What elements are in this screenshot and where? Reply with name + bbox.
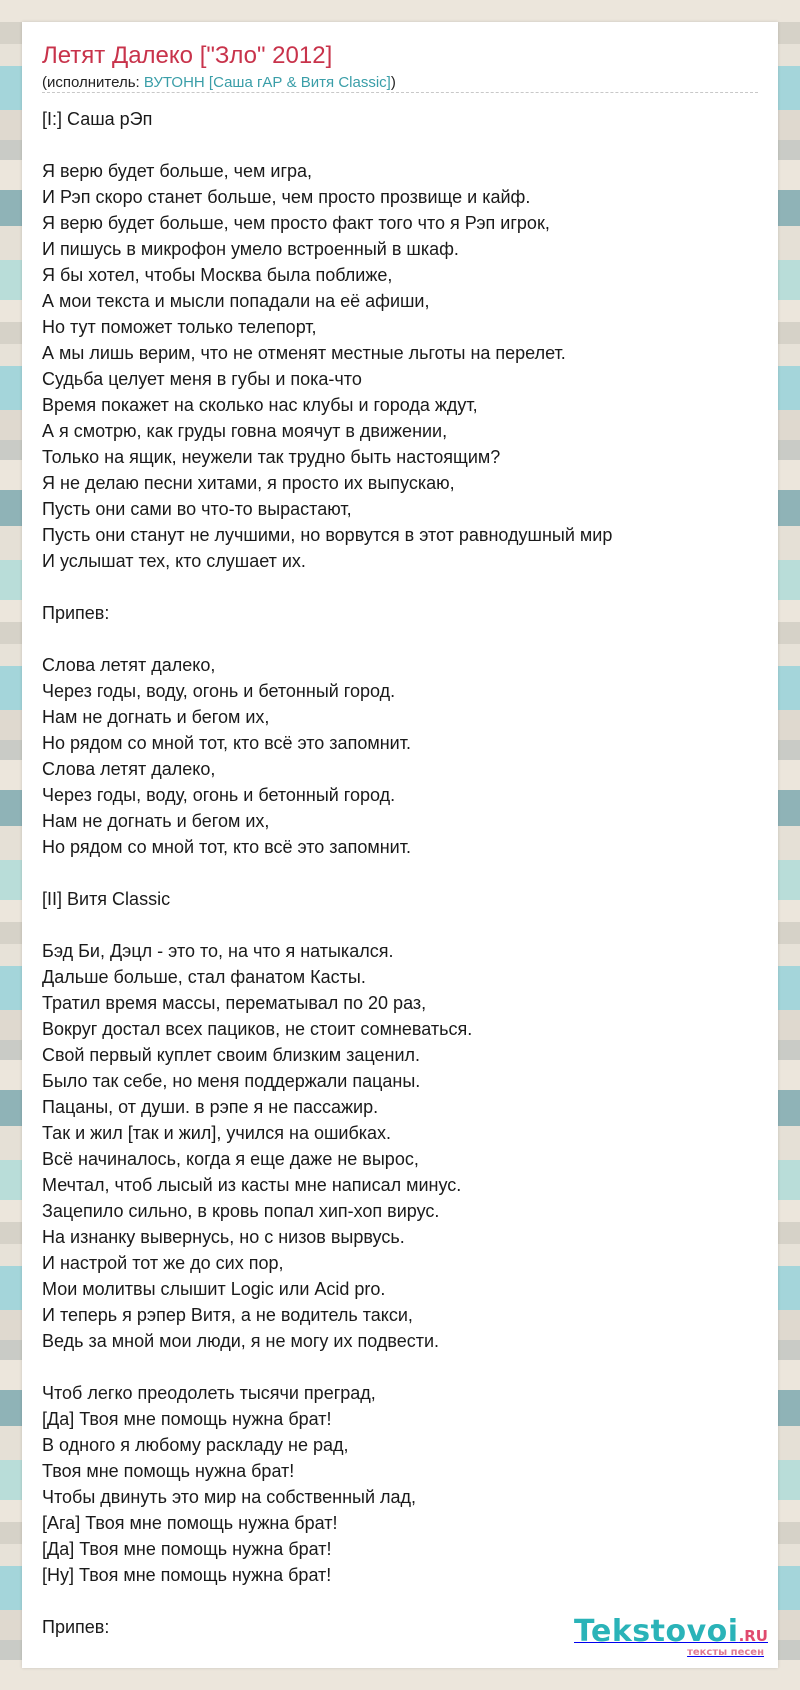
lyric-line: Вокруг достал всех пациков, не стоит сомневаться. xyxy=(42,1019,473,1039)
lyric-line: А мы лишь верим, что не отменят местные льготы на перелет. xyxy=(42,343,566,363)
lyric-line xyxy=(42,1588,758,1614)
lyric-line: Время покажет на сколько нас клубы и города ждут, xyxy=(42,395,478,415)
site-logo[interactable] xyxy=(574,1614,768,1658)
lyric-line: Я верю будет больше, чем просто факт того что я Рэп игрок, xyxy=(42,213,550,233)
lyric-line: Но рядом со мной тот, кто всё это запомнит. xyxy=(42,837,411,857)
lyric-line: [Ну] Твоя мне помощь нужна брат! xyxy=(42,1565,332,1585)
lyric-line: Тратил время массы, перематывал по 20 раз, xyxy=(42,993,427,1013)
lyric-line: [Да] Твоя мне помощь нужна брат! xyxy=(42,1409,332,1429)
lyric-line xyxy=(42,132,758,158)
lyric-line: Я верю будет больше, чем игра, xyxy=(42,161,313,181)
lyric-line: Свой первый куплет своим близким заценил. xyxy=(42,1045,421,1065)
lyric-line: Нам не догнать и бегом их, xyxy=(42,707,270,727)
lyric-line: [Ага] Твоя мне помощь нужна брат! xyxy=(42,1513,338,1533)
lyric-line: Всё начиналось, когда я еще даже не вырос, xyxy=(42,1149,419,1169)
lyric-line: Так и жил [так и жил], учился на ошибках. xyxy=(42,1123,392,1143)
lyric-line: И услышат тех, кто слушает их. xyxy=(42,551,306,571)
lyric-line: И теперь я рэпер Витя, а не водитель такси, xyxy=(42,1305,413,1325)
lyric-line: [II] Витя Classic xyxy=(42,889,171,909)
artist-prefix: (исполнитель: xyxy=(42,74,144,91)
lyric-line: Твоя мне помощь нужна брат! xyxy=(42,1461,295,1481)
lyric-line: Зацепило сильно, в кровь попал хип-хоп вирус. xyxy=(42,1201,440,1221)
lyric-line: А мои текста и мысли попадали на её афиши, xyxy=(42,291,430,311)
lyric-line: Слова летят далеко, xyxy=(42,655,216,675)
title-divider xyxy=(42,92,758,93)
lyric-line: Пусть они сами во что-то вырастают, xyxy=(42,499,352,519)
lyric-line: Бэд Би, Дэцл - это то, на что я натыкался. xyxy=(42,941,394,961)
lyric-line: Припев: xyxy=(42,603,110,623)
lyric-line: На изнанку вывернусь, но с низов вырвусь. xyxy=(42,1227,405,1247)
lyric-line: А я смотрю, как груды говна моячут в движении, xyxy=(42,421,448,441)
lyric-line: Ведь за мной мои люди, я не могу их подвести. xyxy=(42,1331,440,1351)
lyric-line: Нам не догнать и бегом их, xyxy=(42,811,270,831)
lyric-line: И Рэп скоро станет больше, чем просто прозвище и кайф. xyxy=(42,187,531,207)
lyric-line: Через годы, воду, огонь и бетонный город. xyxy=(42,785,396,805)
artist-suffix: ) xyxy=(390,74,396,91)
logo-subtitle: тексты песен xyxy=(687,1647,764,1658)
lyric-line: Дальше больше, стал фанатом Касты. xyxy=(42,967,366,987)
artist-line xyxy=(42,74,396,91)
lyric-line: Чтоб легко преодолеть тысячи преград, xyxy=(42,1383,376,1403)
lyrics-card xyxy=(22,22,778,1668)
lyric-line: Слова летят далеко, xyxy=(42,759,216,779)
lyric-line: Судьба целует меня в губы и пока-что xyxy=(42,369,362,389)
lyric-line: Припев: xyxy=(42,1617,110,1637)
lyric-line: В одного я любому раскладу не рад, xyxy=(42,1435,349,1455)
song-title: Летят Далеко ["Зло" 2012] xyxy=(42,42,333,69)
lyric-line: Только на ящик, неужели так трудно быть настоящим? xyxy=(42,447,501,467)
lyric-line xyxy=(42,860,758,886)
lyric-line: Мои молитвы слышит Logic или Acid pro. xyxy=(42,1279,386,1299)
logo-tld: .RU xyxy=(738,1627,768,1645)
lyric-line: Пацаны, от души. в рэпе я не пассажир. xyxy=(42,1097,379,1117)
lyric-line: Мечтал, чтоб лысый из касты мне написал минус. xyxy=(42,1175,462,1195)
lyric-line xyxy=(42,912,758,938)
lyric-line xyxy=(42,626,758,652)
lyric-line xyxy=(42,1354,758,1380)
lyric-line: И настрой тот же до сих пор, xyxy=(42,1253,284,1273)
logo-name: Tekstovoi xyxy=(574,1614,739,1649)
lyrics-text xyxy=(42,106,758,1640)
lyric-line: [Да] Твоя мне помощь нужна брат! xyxy=(42,1539,332,1559)
lyric-line: Пусть они станут не лучшими, но ворвутся в этот равнодушный мир xyxy=(42,525,613,545)
lyric-line: Но тут поможет только телепорт, xyxy=(42,317,317,337)
lyric-line: Я не делаю песни хитами, я просто их выпускаю, xyxy=(42,473,455,493)
lyric-line: Но рядом со мной тот, кто всё это запомнит. xyxy=(42,733,411,753)
lyric-line: Через годы, воду, огонь и бетонный город. xyxy=(42,681,396,701)
lyric-line: Я бы хотел, чтобы Москва была поближе, xyxy=(42,265,393,285)
lyric-line: Было так себе, но меня поддержали пацаны. xyxy=(42,1071,421,1091)
lyric-line: [I:] Саша рЭп xyxy=(42,109,153,129)
artist-link[interactable]: ВУТОНН [Саша гАР & Витя Classic] xyxy=(143,74,391,91)
lyric-line: Чтобы двинуть это мир на собственный лад, xyxy=(42,1487,417,1507)
lyric-line: И пишусь в микрофон умело встроенный в шкаф. xyxy=(42,239,459,259)
lyric-line xyxy=(42,574,758,600)
